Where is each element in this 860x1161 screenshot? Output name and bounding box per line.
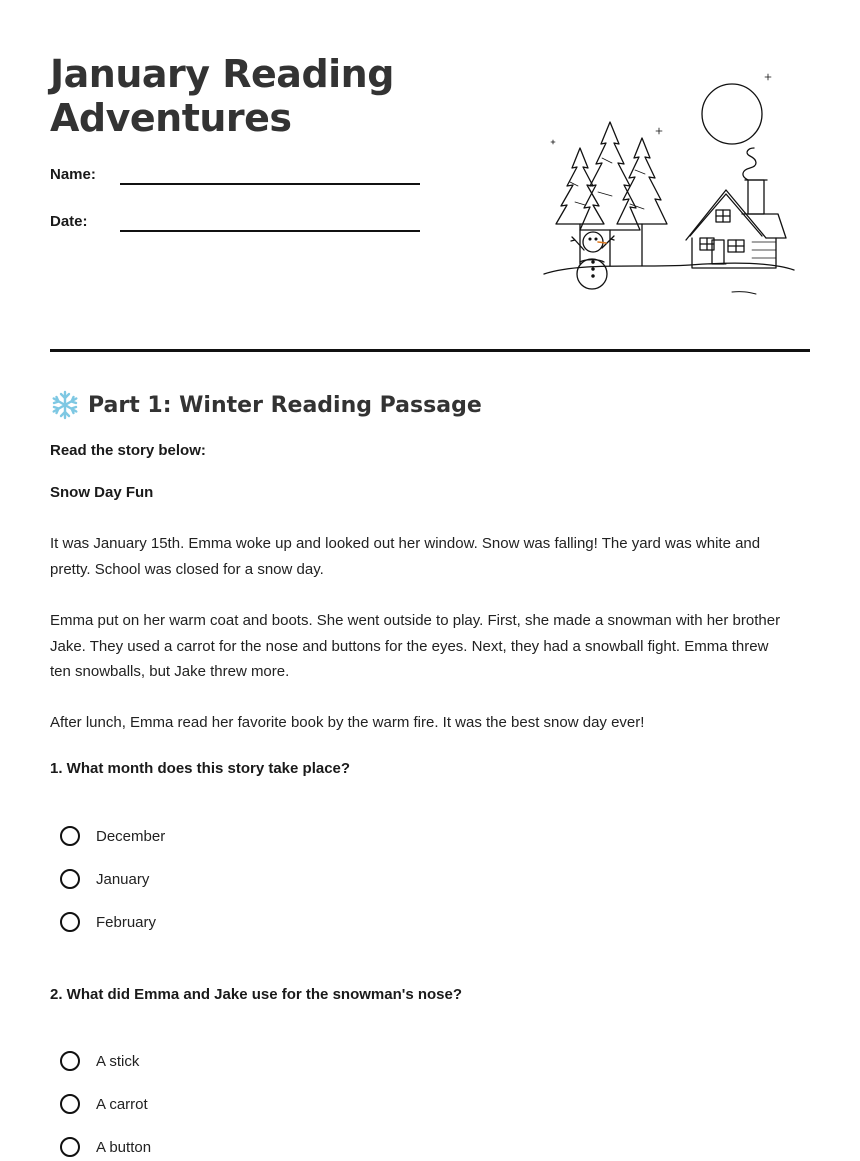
question-2: 2. What did Emma and Jake use for the snowman's nose? <box>50 986 462 1003</box>
radio-button[interactable] <box>60 1094 80 1114</box>
radio-button[interactable] <box>60 1051 80 1071</box>
date-line <box>120 230 420 232</box>
answer-option-q1-december[interactable] <box>60 823 165 849</box>
pine-trees-icon <box>556 122 667 266</box>
date-label: Date: <box>50 213 88 230</box>
question-1: 1. What month does this story take place? <box>50 760 351 777</box>
radio-button[interactable] <box>60 826 80 846</box>
story-paragraph: After lunch, Emma read her favorite book by the warm fire. It was the best snow day ever! <box>50 714 645 731</box>
answer-option-q2-carrot[interactable] <box>60 1091 148 1117</box>
story-paragraph: It was January 15th. Emma woke up and looked out her window. Snow was falling! The yard was white and pretty. School was closed for a snow day. <box>50 535 761 578</box>
answer-option-q1-january[interactable] <box>60 866 149 892</box>
snowflake-icon <box>50 390 80 420</box>
story-title: Snow Day Fun <box>50 484 154 501</box>
answer-option-q2-stick[interactable] <box>60 1048 139 1074</box>
radio-button[interactable] <box>60 869 80 889</box>
cabin-icon <box>686 180 786 268</box>
name-line <box>120 183 420 185</box>
winter-cabin-scene-illustration <box>540 62 802 302</box>
instruction-text: Read the story below: <box>50 442 206 459</box>
section-divider <box>50 349 810 352</box>
name-field <box>50 165 420 191</box>
section-heading-text: Part 1: Winter Reading Passage <box>88 392 482 418</box>
answer-option-label: December <box>96 827 166 845</box>
radio-button[interactable] <box>60 912 80 932</box>
answer-option-label: A button <box>96 1138 152 1156</box>
radio-button[interactable] <box>60 1137 80 1157</box>
snowman-icon <box>571 232 614 289</box>
name-label: Name: <box>50 166 96 183</box>
answer-option-label: A stick <box>96 1052 140 1070</box>
answer-option-label: February <box>96 913 157 931</box>
smoke-icon <box>743 148 756 180</box>
section-heading-part1 <box>50 388 482 422</box>
date-field <box>50 212 420 238</box>
moon-icon <box>702 84 762 144</box>
worksheet-title: January Reading Adventures <box>50 52 394 140</box>
answer-option-label: A carrot <box>96 1095 148 1113</box>
story-paragraph: Emma put on her warm coat and boots. She went outside to play. First, she made a snowman with her brother Jake. They used a carrot for the nose and buttons for the eyes. Next, they had a snowball fight. Emma threw ten snowballs, but Jake threw more. <box>50 612 781 680</box>
answer-option-label: January <box>96 870 150 888</box>
answer-option-q1-february[interactable] <box>60 909 156 935</box>
answer-option-q2-button[interactable] <box>60 1134 151 1160</box>
